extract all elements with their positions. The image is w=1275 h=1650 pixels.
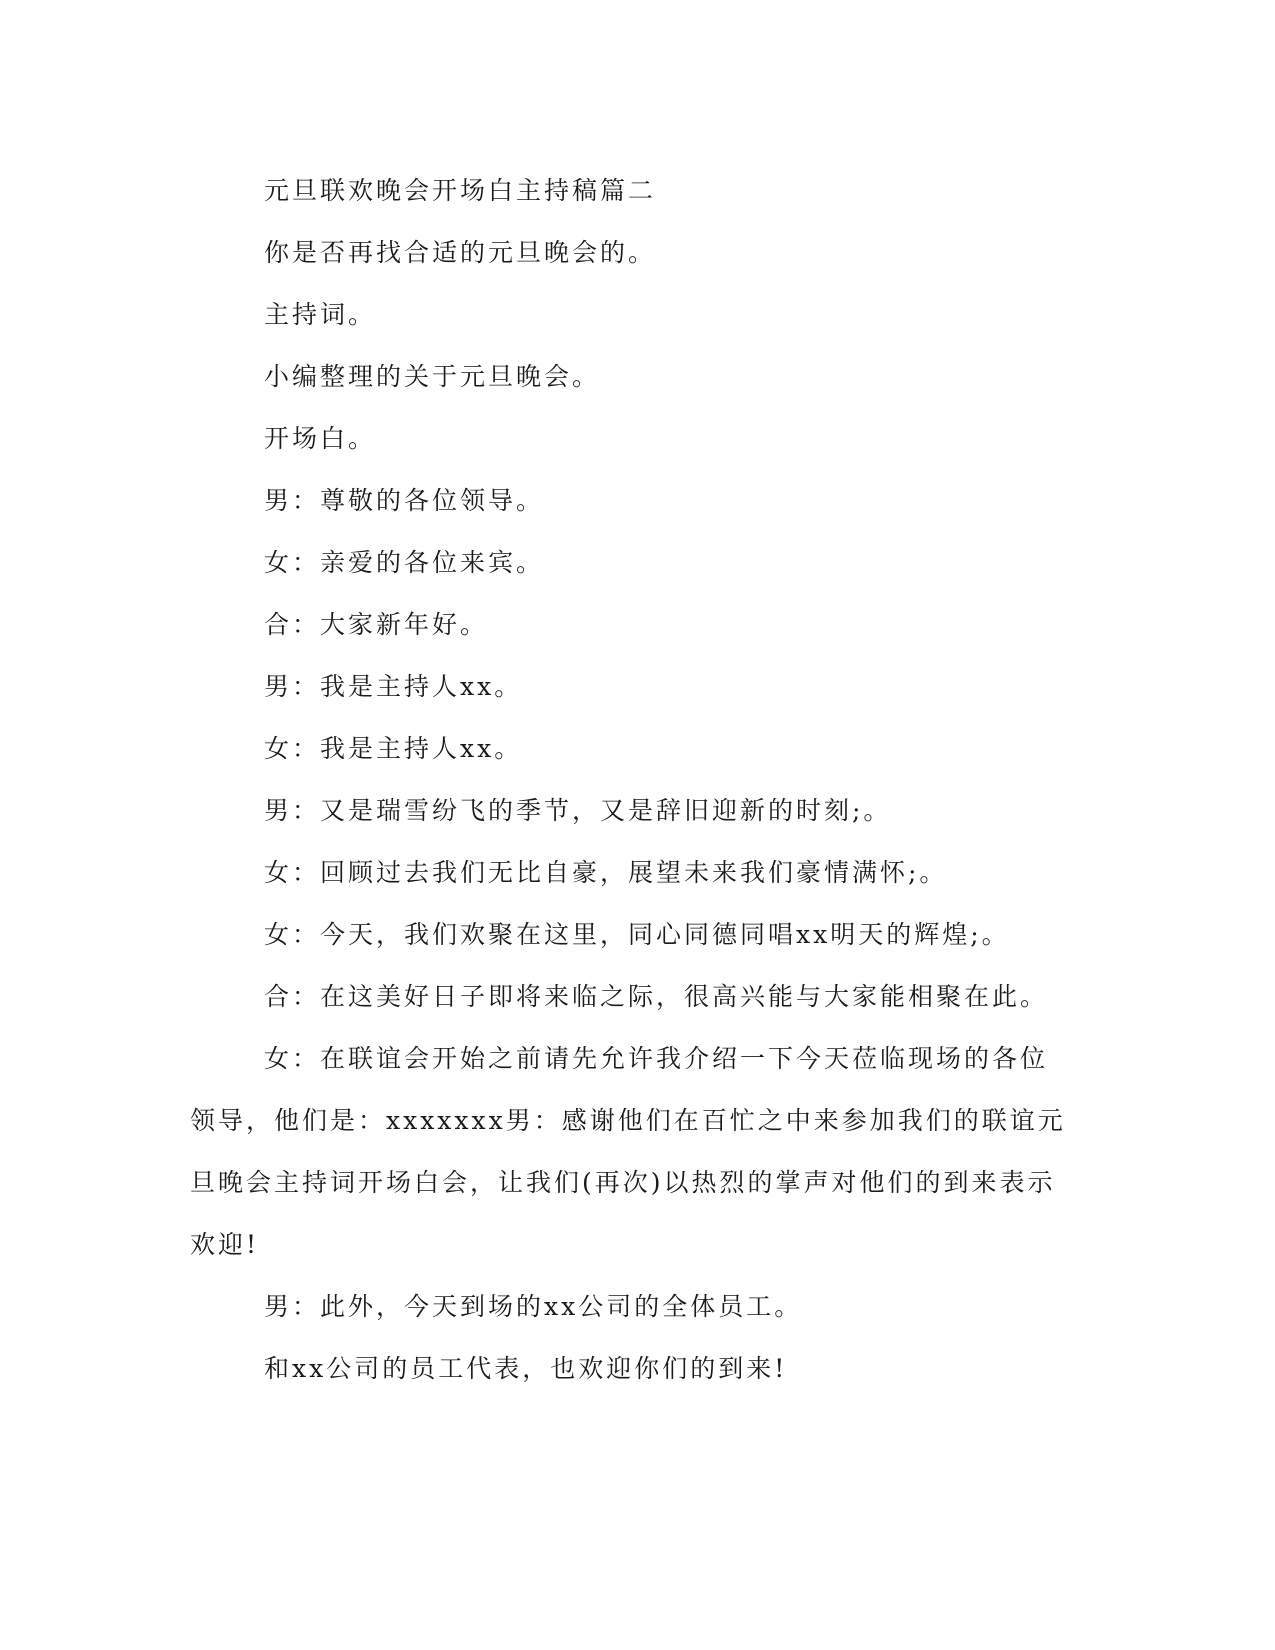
dialogue-line: 合：在这美好日子即将来临之际，很高兴能与大家能相聚在此。 bbox=[264, 982, 1049, 1011]
paragraph: 主持词。 bbox=[264, 300, 377, 329]
document-body bbox=[190, 160, 1070, 1400]
dialogue-line: 合：大家新年好。 bbox=[264, 610, 489, 639]
paragraph: 开场白。 bbox=[264, 424, 377, 453]
paragraph: 你是否再找合适的元旦晚会的。 bbox=[264, 238, 657, 267]
dialogue-line: 男：又是瑞雪纷飞的季节，又是辞旧迎新的时刻;。 bbox=[264, 796, 892, 825]
dialogue-line: 女：在联谊会开始之前请先允许我介绍一下今天莅临现场的各位领导，他们是：xxxxxxx男：感谢他们在百忙之中来参加我们的联谊元旦晚会主持词开场白会，让我们(再次)以热烈的掌声对他们的到来表示欢迎! bbox=[190, 1044, 1066, 1259]
dialogue-line: 女：我是主持人xx。 bbox=[264, 734, 523, 763]
dialogue-line: 女：今天，我们欢聚在这里，同心同德同唱xx明天的辉煌;。 bbox=[264, 920, 1010, 949]
paragraph: 小编整理的关于元旦晚会。 bbox=[264, 362, 601, 391]
dialogue-line: 女：亲爱的各位来宾。 bbox=[264, 548, 545, 577]
dialogue-line: 男：尊敬的各位领导。 bbox=[264, 486, 545, 515]
dialogue-line: 男：我是主持人xx。 bbox=[264, 672, 523, 701]
paragraph: 和xx公司的员工代表，也欢迎你们的到来! bbox=[264, 1354, 788, 1383]
document-title: 元旦联欢晚会开场白主持稿篇二 bbox=[264, 176, 657, 205]
dialogue-line: 男：此外，今天到场的xx公司的全体员工。 bbox=[264, 1292, 803, 1321]
dialogue-line: 女：回顾过去我们无比自豪，展望未来我们豪情满怀;。 bbox=[264, 858, 948, 887]
